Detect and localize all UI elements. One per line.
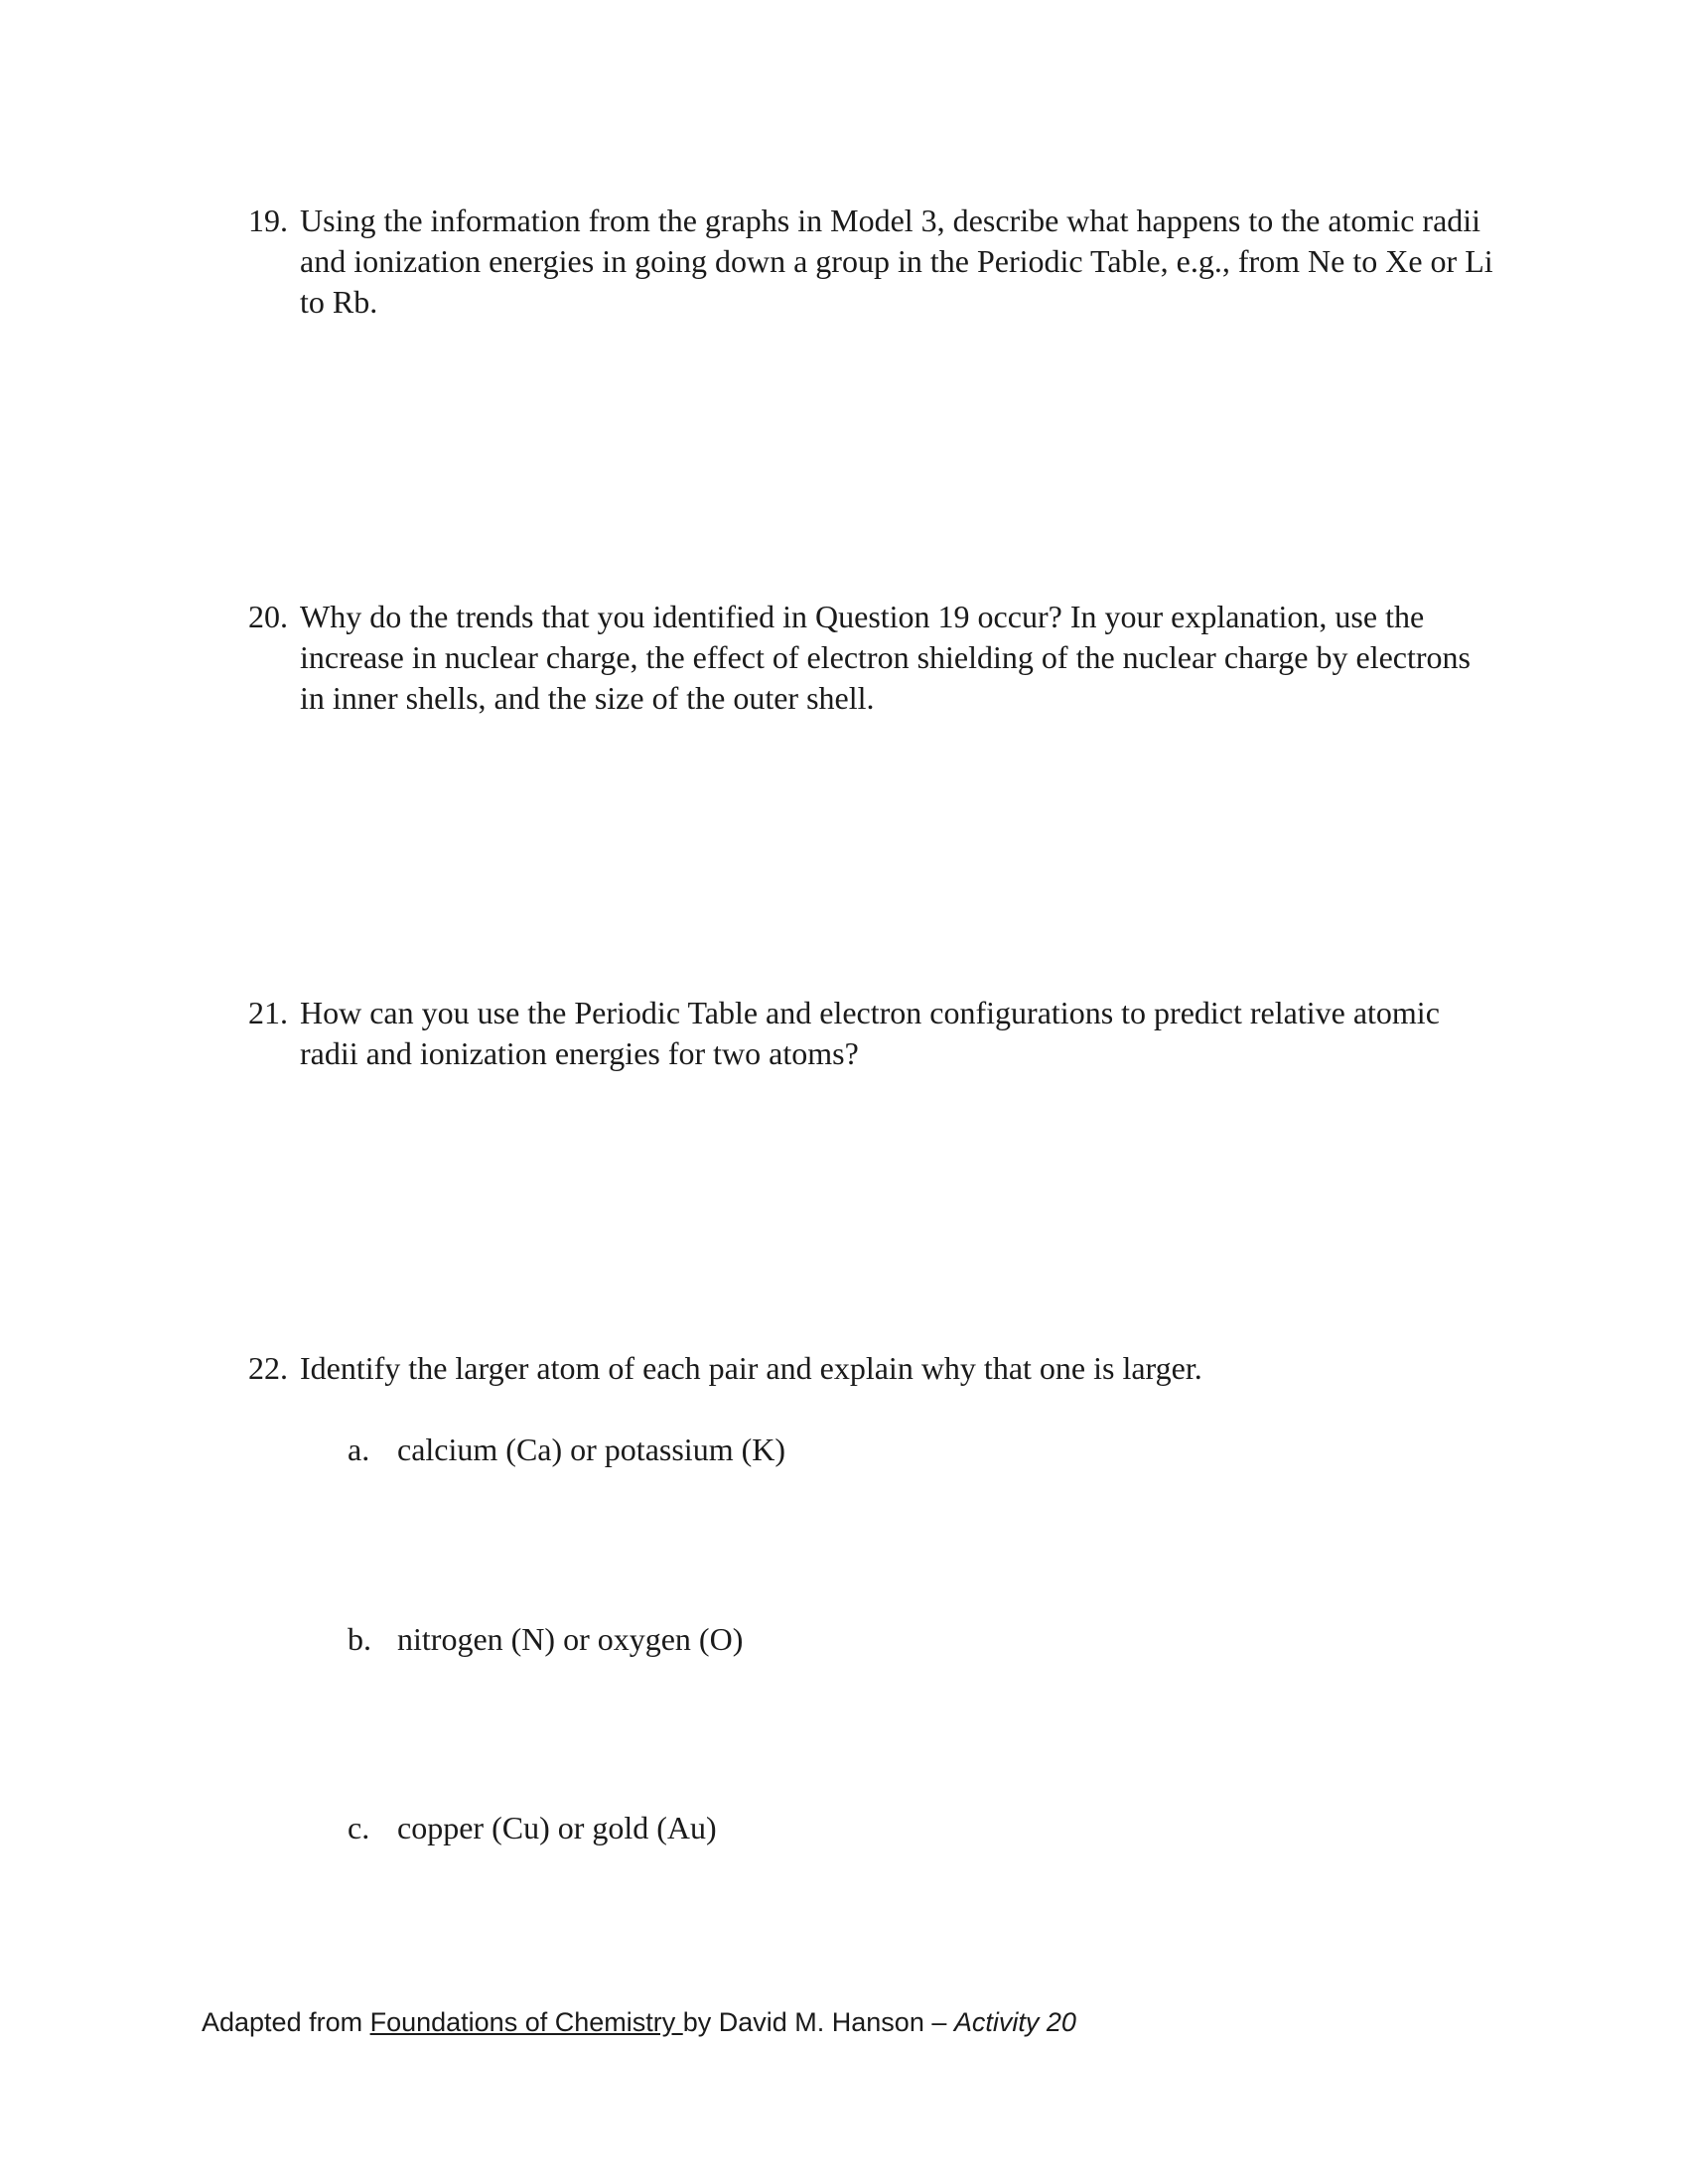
question-text: Identify the larger atom of each pair and explain why that one is larger.: [300, 1350, 1202, 1386]
question-number: 22.: [248, 1350, 288, 1386]
question-19: [248, 201, 1499, 323]
sub-item-a: [348, 1430, 785, 1470]
sub-item-text: nitrogen (N) or oxygen (O): [397, 1621, 744, 1657]
question-number: 21.: [248, 995, 288, 1030]
question-22: [248, 1348, 1499, 1389]
question-text: How can you use the Periodic Table and electron configurations to predict relative atomic radii and ionization energies for two atoms?: [300, 995, 1440, 1071]
sub-item-b: [348, 1619, 743, 1660]
attribution-footer: [202, 2005, 1076, 2039]
question-20: [248, 597, 1499, 719]
footer-author: by David M. Hanson –: [682, 2007, 954, 2037]
question-text: Why do the trends that you identified in Question 19 occur? In your explanation, use the increase in nuclear charge, the effect of electron shielding of the nuclear charge by electrons in inner shells, and the size of the outer shell.: [300, 599, 1471, 716]
question-number: 20.: [248, 599, 288, 634]
question-text: Using the information from the graphs in Model 3, describe what happens to the atomic radii and ionization energies in going down a group in the Periodic Table, e.g., from Ne to Xe or Li to Rb.: [300, 203, 1493, 320]
sub-item-c: [348, 1808, 717, 1848]
question-number: 19.: [248, 203, 288, 238]
footer-activity: Activity 20: [953, 2007, 1076, 2037]
sub-item-label: b.: [348, 1621, 371, 1657]
sub-item-text: copper (Cu) or gold (Au): [397, 1810, 717, 1845]
question-21: [248, 993, 1499, 1074]
footer-book-title: Foundations of Chemistry: [369, 2007, 683, 2037]
footer-prefix: Adapted from: [202, 2007, 370, 2037]
sub-item-text: calcium (Ca) or potassium (K): [397, 1432, 785, 1467]
sub-item-label: c.: [348, 1810, 370, 1845]
sub-item-label: a.: [348, 1432, 370, 1467]
